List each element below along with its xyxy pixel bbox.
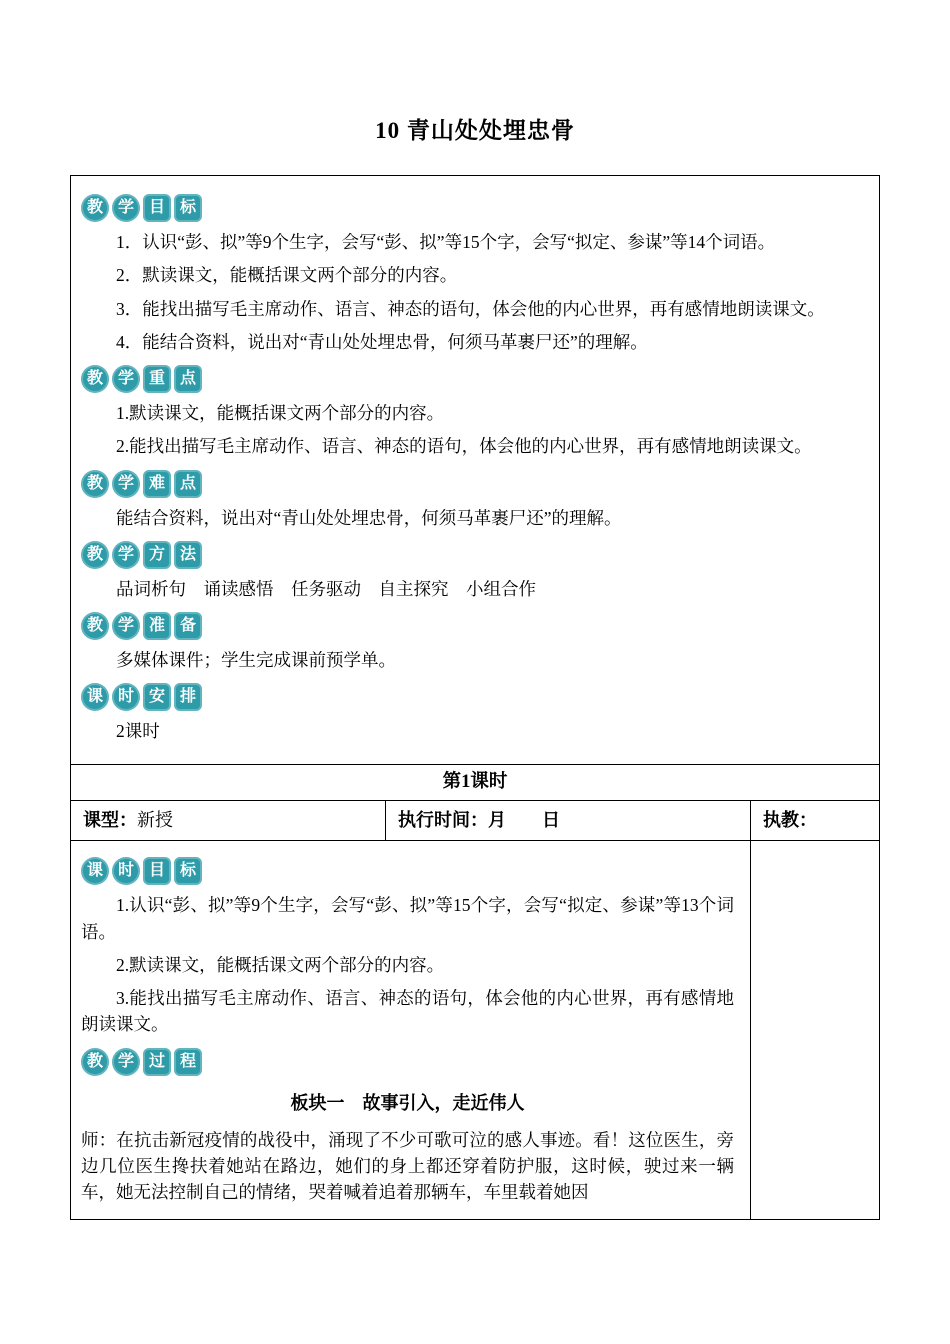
badge-char-icon: 过 [143,1048,171,1076]
exec-time-label: 执行时间： [398,810,488,831]
period-objective-item: 3.能找出描写毛主席动作、语言、神态的语句，体会他的内心世界，再有感情地朗读课文。 [81,988,734,1035]
badge-char-icon: 法 [174,541,202,569]
teacher-label: 执教： [763,810,817,831]
key-points-badge [81,365,859,393]
badge-char-icon: 课 [81,683,109,711]
exec-time-value: 月 日 [488,810,560,831]
schedule-text: 2课时 [116,721,160,742]
difficulty-text: 能结合资料，说出对“青山处处埋忠骨，何须马革裹尸还”的理解。 [116,507,622,528]
methods-text: 品词析句 诵读感悟 任务驱动 自主探究 小组合作 [116,578,536,599]
badge-char-icon: 学 [112,1048,140,1076]
course-type-label: 课型： [83,810,137,831]
exec-time-cell [385,801,750,840]
badge-char-icon: 方 [143,541,171,569]
period-objective-item: 2.默读课文，能概括课文两个部分的内容。 [116,954,445,975]
process-badge [81,1048,734,1076]
badge-char-icon: 教 [81,1048,109,1076]
teaching-objectives-badge [81,194,859,222]
overview-cell [71,176,879,764]
objective-item: 2．默读课文，能概括课文两个部分的内容。 [116,265,458,286]
badge-char-icon: 程 [174,1048,202,1076]
lesson-title: 10 青山处处埋忠骨 [375,118,575,143]
badge-char-icon: 学 [112,612,140,640]
badge-char-icon: 目 [143,194,171,222]
badge-char-icon: 教 [81,541,109,569]
schedule-badge [81,683,859,711]
badge-char-icon: 课 [81,857,109,885]
period-objective-item: 1.认识“彭、拟”等9个生字，会写“彭、拟”等15个字，会写“拟定、参谋”等13个词语。 [81,895,734,942]
preparation-text: 多媒体课件；学生完成课前预学单。 [116,650,396,670]
badge-char-icon: 难 [143,470,171,498]
teacher-script-paragraph: 师：在抗击新冠疫情的战役中，涌现了不少可歌可泣的感人事迹。看！这位医生，旁边几位医生搀扶着她站在路边，她们的身上都还穿着防护服，这时候，驶过来一辆车，她无法控制自己的情绪，哭着喊着追着那辆车，车里载着她因 [81,1129,734,1202]
methods-badge [81,541,859,569]
badge-char-icon: 标 [174,194,202,222]
badge-char-icon: 准 [143,612,171,640]
badge-char-icon: 教 [81,470,109,498]
badge-char-icon: 时 [112,857,140,885]
period-header: 第1课时 [71,764,879,801]
badge-char-icon: 安 [143,683,171,711]
block-one-title: 板块一 故事引入，走近伟人 [290,1092,525,1113]
teacher-signature-cell [750,841,879,1219]
badge-char-icon: 时 [112,683,140,711]
preparation-badge [81,612,859,640]
objective-item: 3．能找出描写毛主席动作、语言、神态的语句，体会他的内心世界，再有感情地朗读课文。 [116,298,825,319]
lesson-plan-table [70,175,880,1220]
period-info-row [71,800,879,840]
badge-char-icon: 学 [112,194,140,222]
badge-char-icon: 备 [174,612,202,640]
badge-char-icon: 教 [81,194,109,222]
badge-char-icon: 学 [112,470,140,498]
badge-char-icon: 排 [174,683,202,711]
badge-char-icon: 学 [112,541,140,569]
badge-char-icon: 点 [174,365,202,393]
badge-char-icon: 重 [143,365,171,393]
course-type-value: 新授 [137,810,173,831]
difficulties-badge [81,470,859,498]
key-point-item: 2.能找出描写毛主席动作、语言、神态的语句，体会他的内心世界，再有感情地朗读课文。 [116,436,812,457]
teacher-cell [750,801,879,840]
period-objectives-badge [81,857,734,885]
badge-char-icon: 教 [81,612,109,640]
badge-char-icon: 教 [81,365,109,393]
badge-char-icon: 标 [174,857,202,885]
badge-char-icon: 学 [112,365,140,393]
badge-char-icon: 点 [174,470,202,498]
objective-item: 4．能结合资料，说出对“青山处处埋忠骨，何须马革裹尸还”的理解。 [116,331,648,352]
objective-item: 1．认识“彭、拟”等9个生字，会写“彭、拟”等15个字，会写“拟定、参谋”等14个词语。 [116,232,776,252]
course-type-cell [71,801,385,840]
period-body-row [71,840,879,1219]
key-point-item: 1.默读课文，能概括课文两个部分的内容。 [116,403,445,423]
period-content-cell [71,841,750,1219]
badge-char-icon: 目 [143,857,171,885]
